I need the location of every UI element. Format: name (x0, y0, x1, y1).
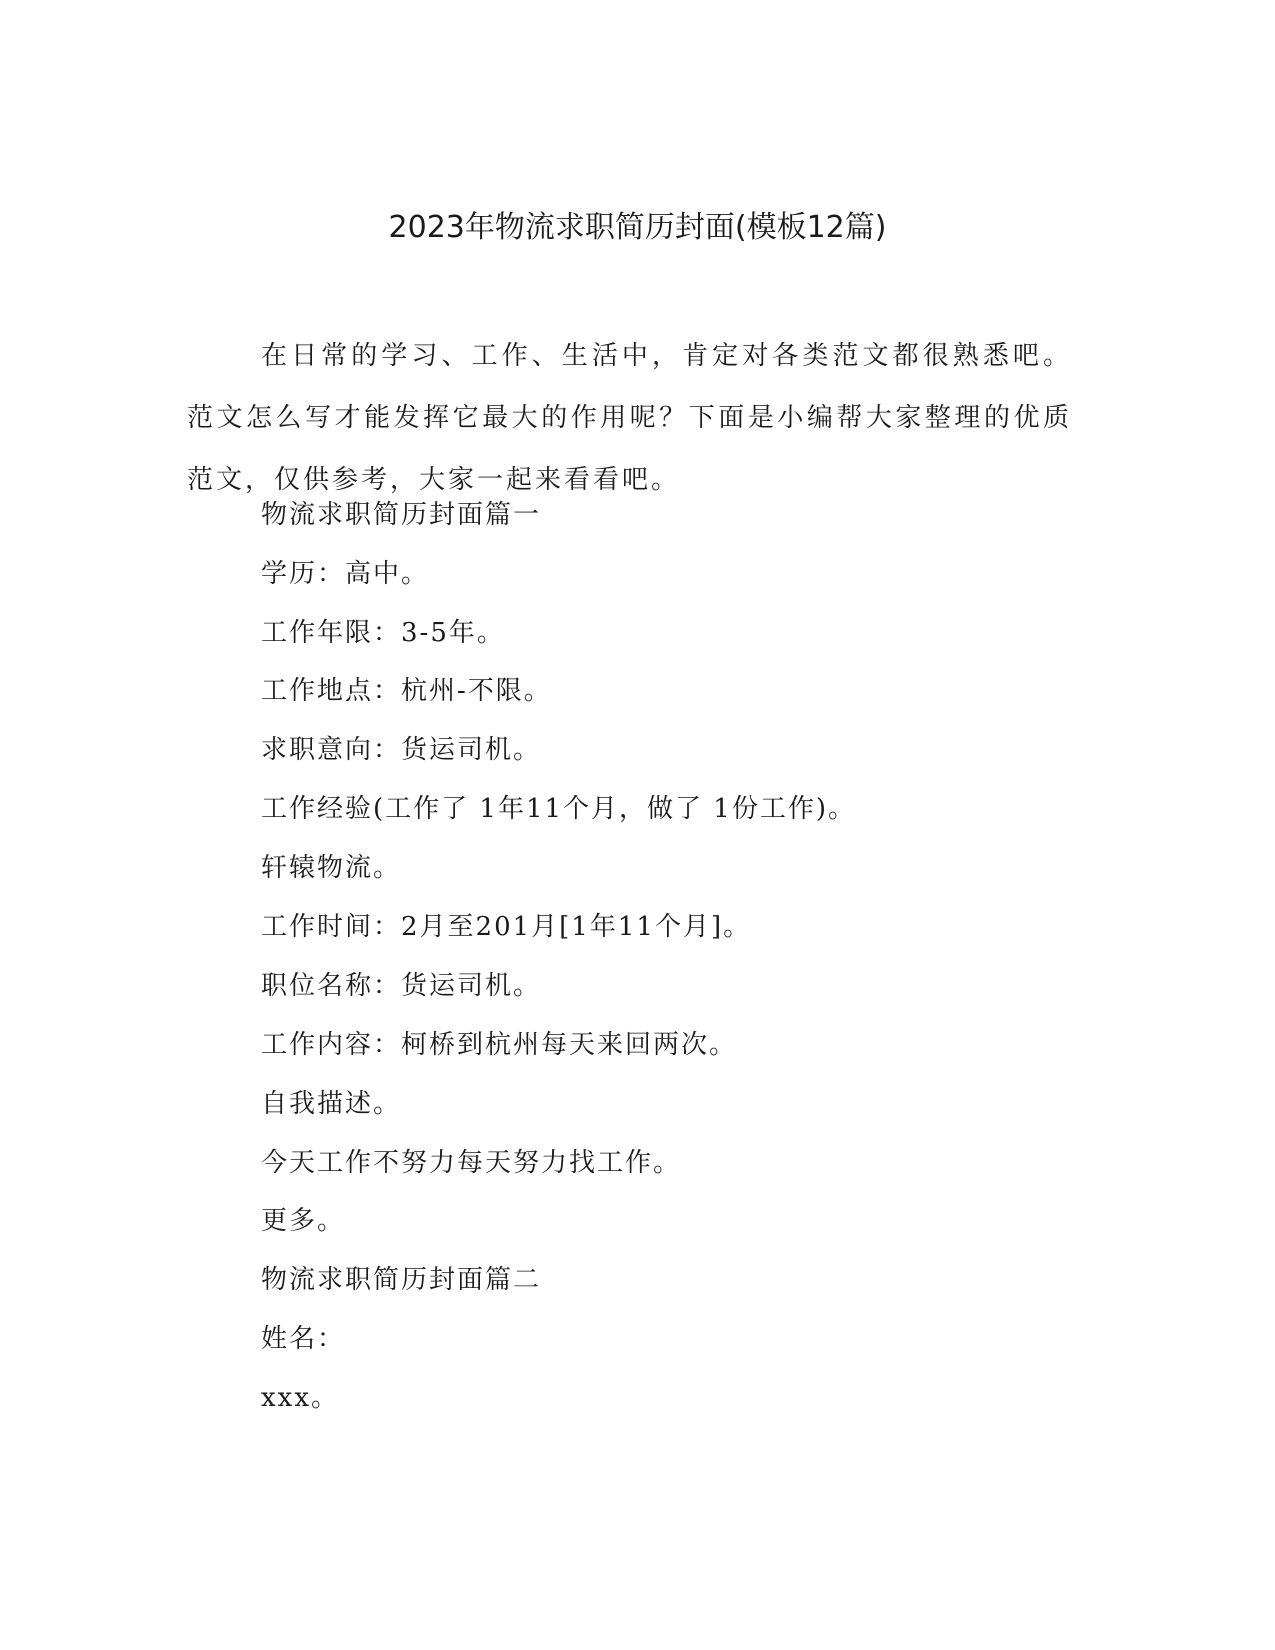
name-label-line: 姓名： (261, 1324, 346, 1354)
section-heading-2: 物流求职简历封面篇二 (261, 1265, 542, 1295)
work-content-line: 工作内容：柯桥到杭州每天来回两次。 (261, 1030, 738, 1060)
work-time-line: 工作时间：2月至201月[1年11个月]。 (261, 912, 752, 942)
self-description-line: 自我描述。 (261, 1089, 402, 1119)
name-value-line: xxx。 (261, 1383, 339, 1413)
more-line: 更多。 (261, 1206, 346, 1236)
document-title: 2023年物流求职简历封面(模板12篇) (388, 210, 887, 245)
work-years-line: 工作年限：3-5年。 (261, 618, 505, 648)
position-line: 职位名称：货运司机。 (261, 971, 542, 1001)
work-experience-line: 工作经验(工作了 1年11个月，做了 1份工作)。 (261, 794, 856, 824)
company-line: 轩辕物流。 (261, 853, 402, 883)
intro-paragraph: 在日常的学习、工作、生活中，肯定对各类范文都很熟悉吧。范文怎么写才能发挥它最大的作用呢？下面是小编帮大家整理的优质范文，仅供参考，大家一起来看看吧。 (187, 341, 1072, 495)
job-intention-line: 求职意向：货运司机。 (261, 735, 542, 765)
self-description-text: 今天工作不努力每天努力找工作。 (261, 1148, 682, 1178)
education-line: 学历：高中。 (261, 559, 430, 589)
work-location-line: 工作地点：杭州-不限。 (261, 676, 552, 706)
section-heading-1: 物流求职简历封面篇一 (261, 500, 542, 530)
